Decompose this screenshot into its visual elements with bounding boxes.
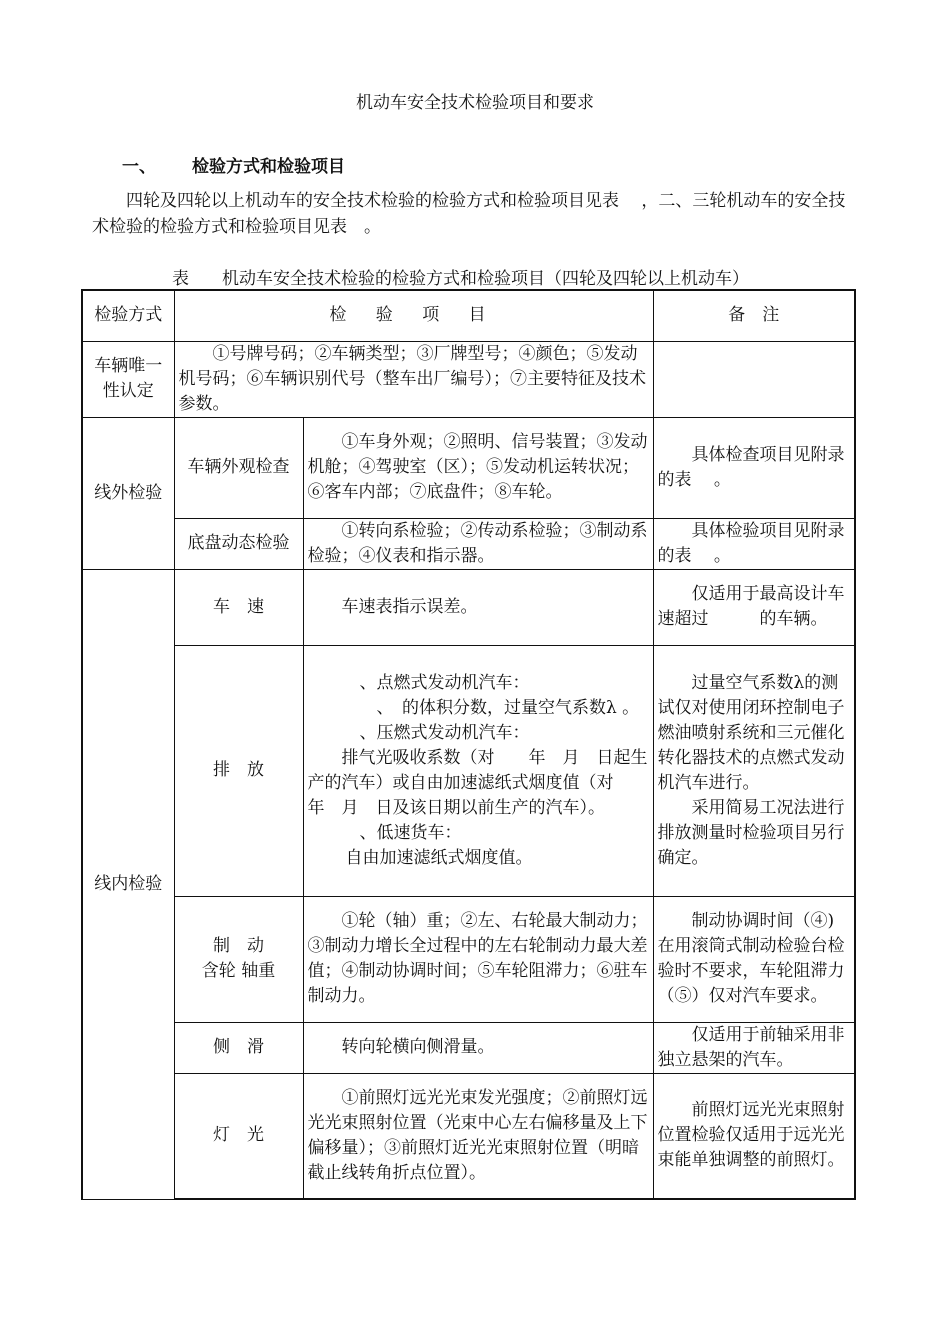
braking-sub-line: 制 动 [213, 936, 264, 956]
chassis-sub: 底盘动态检验 [174, 518, 303, 569]
table-caption [172, 264, 749, 289]
emission-items [303, 645, 653, 896]
appearance-remarks: 具体检查项目见附录 的表 。 [653, 417, 855, 518]
emission-remarks [653, 645, 855, 896]
appearance-items: ①车身外观；②照明、信号装置；③发动机舱；④驾驶室（区）；⑤发动机运转状况；⑥客车内部；⑦底盘件；⑧车轮。 [303, 417, 653, 518]
emission-item-line: 、压燃式发动机汽车： [359, 722, 530, 743]
document-title: 机动车安全技术检验项目和要求 [356, 93, 594, 113]
inside-method: 线内检验 [82, 569, 174, 1199]
table-caption-label: 表 [172, 269, 189, 289]
lights-remarks: 前照灯远光光束照射位置检验仅适用于远光光束能单独调整的前照灯。 [653, 1073, 855, 1199]
sideslip-items: 转向轮横向侧滑量。 [303, 1022, 653, 1073]
speed-items: 车速表指示误差。 [303, 569, 653, 645]
row-speed [82, 569, 855, 645]
section-number: 一、 [122, 157, 156, 177]
row-sideslip [82, 1022, 855, 1073]
appearance-sub: 车辆外观检查 [174, 417, 303, 518]
braking-items: ①轮（轴）重；②左、右轮最大制动力；③制动力增长全过程中的左右轮制动力最大差值；④制动协调时间；⑤车轮阻滞力；⑥驻车制动力。 [303, 896, 653, 1022]
sideslip-sub: 侧 滑 [174, 1022, 303, 1073]
table-caption-text: 机动车安全技术检验的检验方式和检验项目（四轮及四轮以上机动车） [222, 269, 749, 289]
header-method: 检验方式 [82, 290, 174, 341]
emission-item-line: 自由加速滤纸式烟度值。 [345, 847, 533, 868]
outside-method: 线外检验 [82, 417, 174, 569]
speed-sub: 车 速 [174, 569, 303, 645]
emission-item-line: 、点燃式发动机汽车： [359, 672, 530, 693]
row-braking [82, 896, 855, 1022]
row-lights [82, 1073, 855, 1199]
speed-remarks: 仅适用于最高设计车速超过 的车辆。 [653, 569, 855, 645]
intro-paragraph: 四轮及四轮以上机动车的安全技术检验的检验方式和检验项目见表 ，二、三轮机动车的安全技术检验的检验方式和检验项目见表 。 [92, 191, 846, 237]
lights-sub: 灯 光 [174, 1073, 303, 1199]
identity-remarks [653, 341, 855, 417]
header-remarks: 备 注 [653, 290, 855, 341]
emission-remark-line: 过量空气系数λ的测试仅对使用闭环控制电子燃油喷射系统和三元催化转化器技术的点燃式发动机汽车进行。 [657, 672, 845, 793]
emission-item-line: 、 的体积分数，过量空气系数λ 。 [359, 697, 640, 718]
identity-items: ①号牌号码；②车辆类型；③厂牌型号；④颜色；⑤发动机号码；⑥车辆识别代号（整车出厂编号）；⑦主要特征及技术参数。 [174, 341, 653, 417]
braking-sub [174, 896, 303, 1022]
section-heading-text: 检验方式和检验项目 [192, 157, 345, 177]
emission-item-line: 排气光吸收系数（对 年 月 日起生产的汽车）或自由加速滤纸式烟度值（对 年 月 日及该日期以前生产的汽车）。 [307, 747, 648, 818]
row-appearance [82, 417, 855, 518]
identity-method: 车辆唯一性认定 [82, 341, 174, 417]
row-chassis [82, 518, 855, 569]
braking-sub-line: 含轮 轴重 [201, 961, 276, 981]
row-identity [82, 341, 855, 417]
braking-remarks: 制动协调时间（④)在用滚筒式制动检验台检验时不要求，车轮阻滞力（⑤）仅对汽车要求。 [653, 896, 855, 1022]
header-items: 检 验 项 目 [174, 290, 653, 341]
emission-item-line: 、低速货车： [359, 822, 462, 843]
inspection-table [81, 289, 856, 1200]
lights-items: ①前照灯远光光束发光强度；②前照灯远光光束照射位置（光束中心左右偏移量及上下偏移量）；③前照灯近光光束照射位置（明暗截止线转角折点位置）。 [303, 1073, 653, 1199]
emission-remark-line: 采用简易工况法进行排放测量时检验项目另行确定。 [657, 797, 845, 868]
emission-sub: 排 放 [174, 645, 303, 896]
row-emission [82, 645, 855, 896]
chassis-remarks: 具体检验项目见附录 的表 。 [653, 518, 855, 569]
section-heading [122, 152, 345, 177]
table-header-row [82, 290, 855, 341]
chassis-items: ①转向系检验；②传动系检验；③制动系检验；④仪表和指示器。 [303, 518, 653, 569]
sideslip-remarks: 仅适用于前轴采用非独立悬架的汽车。 [653, 1022, 855, 1073]
